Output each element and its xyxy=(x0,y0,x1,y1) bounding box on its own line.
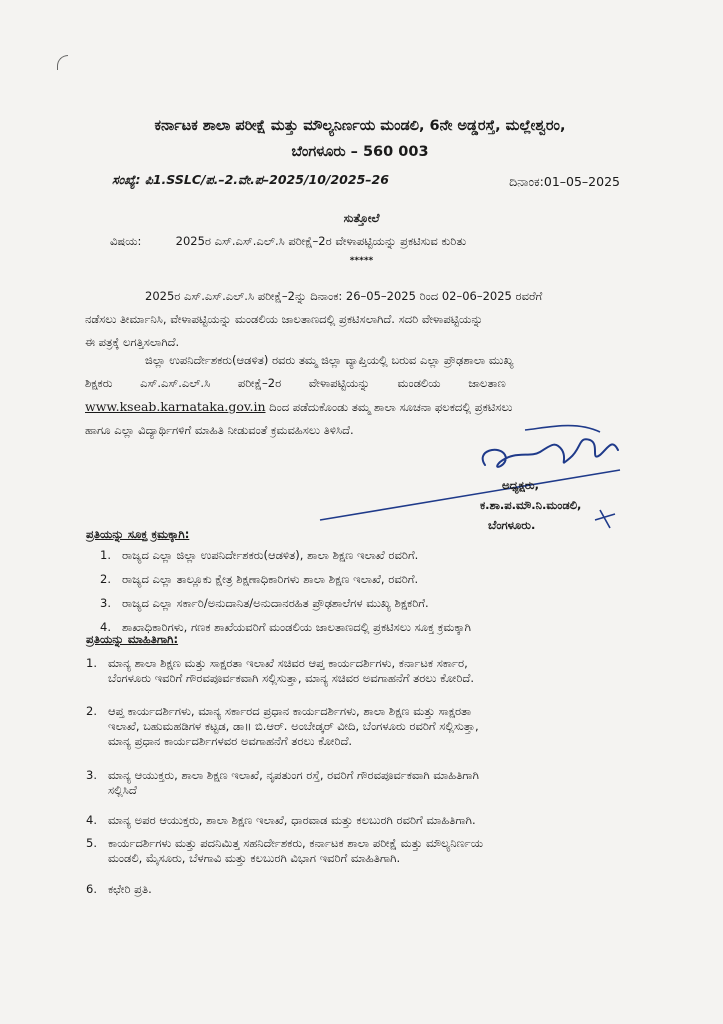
list-text: ಕಛೇರಿ ಪ್ರತಿ. xyxy=(108,882,152,896)
signature-image xyxy=(300,410,640,530)
board-header-line1: ಕರ್ನಾಟಕ ಶಾಲಾ ಪರೀಕ್ಷೆ ಮತ್ತು ಮೌಲ್ಯನಿರ್ಣಯ ಮಂಡಲಿ, 6ನೇ ಅಡ್ಡರಸ್ತೆ, ಮಲ್ಲೇಶ್ವರಂ, xyxy=(154,118,566,134)
list-text: ಮಂಡಲಿ, ಮೈಸೂರು, ಬೆಳಗಾವಿ ಮತ್ತು ಕಲಬುರಗಿ ವಿಭಾಗ ಇವರಿಗೆ ಮಾಹಿತಿಗಾಗಿ. xyxy=(108,851,401,865)
circular-date: ದಿನಾಂಕ:01–05–2025 xyxy=(509,174,620,189)
list-number: 4. xyxy=(100,620,111,634)
list-text: ಮಾನ್ಯ ಅಪರ ಆಯುಕ್ತರು, ಶಾಲಾ ಶಿಕ್ಷಣ ಇಲಾಖೆ, ಧಾರವಾಡ ಮತ್ತು ಕಲಬುರಗಿ ರವರಿಗೆ ಮಾಹಿತಿಗಾಗಿ. xyxy=(108,813,476,827)
list-item xyxy=(86,813,476,828)
list-text: ಮಾನ್ಯ ಆಯುಕ್ತರು, ಶಾಲಾ ಶಿಕ್ಷಣ ಇಲಾಖೆ, ನೃಪತುಂಗ ರಸ್ತೆ, ರವರಿಗೆ ಗೌರವಪೂರ್ವಕವಾಗಿ ಮಾಹಿತಿಗಾಗಿ xyxy=(108,768,479,782)
list-text: ರಾಜ್ಯದ ಎಲ್ಲಾ ಜಿಲ್ಲಾ ಉಪನಿರ್ದೇಶಕರು(ಆಡಳಿತ), ಶಾಲಾ ಶಿಕ್ಷಣ ಇಲಾಖೆ ರವರಿಗೆ. xyxy=(122,548,419,562)
paragraph-2-line: ಜಿಲ್ಲಾ ಉಪನಿರ್ದೇಶಕರು(ಆಡಳಿತ) ರವರು ತಮ್ಮ ಜಿಲ್ಲಾ ವ್ಯಾಪ್ತಿಯಲ್ಲಿ ಬರುವ ಎಲ್ಲಾ ಪ್ರೌಢಶಾಲಾ ಮುಖ್ಯ xyxy=(145,353,514,367)
subject-line xyxy=(110,234,466,249)
paragraph-2-line: ಶಿಕ್ಷಕರು ಎಸ್.ಎಸ್.ಎಲ್.ಸಿ ಪರೀಕ್ಷೆ–2ರ ವೇಳಾಪಟ್ಟಿಯನ್ನು ಮಂಡಲಿಯ ಜಾಲತಾಣ xyxy=(85,376,506,390)
paragraph-1-line: 2025ರ ಎಸ್.ಎಸ್.ಎಲ್.ಸಿ ಪರೀಕ್ಷೆ–2ನ್ನು ದಿನಾಂಕ: 26–05–2025 ರಿಂದ 02–06–2025 ರವರೆಗೆ xyxy=(145,289,543,303)
signature-flourish xyxy=(525,426,600,432)
copy-info-heading: ಪ್ರತಿಯನ್ನು ಮಾಹಿತಿಗಾಗಿ: xyxy=(86,632,179,646)
list-number: 4. xyxy=(86,813,97,827)
signature-stroke xyxy=(483,439,618,467)
list-number: 5. xyxy=(86,836,97,850)
list-text: ಇಲಾಖೆ, ಬಹುಮಹಡಿಗಳ ಕಟ್ಟಡ, ಡಾ॥ ಬಿ.ಆರ್. ಅಂಬೇಡ್ಕರ್ ವೀದಿ, ಬೆಂಗಳೂರು ರವರಿಗೆ ಸಲ್ಲಿಸುತ್ತಾ, xyxy=(108,719,479,733)
list-text: ಬೆಂಗಳೂರು ಇವರಿಗೆ ಗೌರವಪೂರ್ವಕವಾಗಿ ಸಲ್ಲಿಸುತ್ತಾ, ಮಾನ್ಯ ಸಚಿವರ ಅವಗಾಹನೆಗೆ ತರಲು ಕೋರಿದೆ. xyxy=(108,671,474,685)
list-number: 6. xyxy=(86,882,97,896)
paragraph-1-line: ನಡೆಸಲು ತೀರ್ಮಾನಿಸಿ, ವೇಳಾಪಟ್ಟಿಯನ್ನು ಮಂಡಲಿಯ ಜಾಲತಾಣದಲ್ಲಿ ಪ್ರಕಟಿಸಲಾಗಿದೆ. ಸದರಿ ವೇಳಾಪಟ್ಟಿಯನ್ನು xyxy=(85,312,483,326)
list-number: 1. xyxy=(100,548,111,562)
subject-text: 2025ರ ಎಸ್.ಎಸ್.ಎಲ್.ಸಿ ಪರೀಕ್ಷೆ–2ರ ವೇಳಾಪಟ್ಟಿಯನ್ನು ಪ್ರಕಟಿಸುವ ಕುರಿತು xyxy=(175,234,467,248)
copy-action-heading: ಪ್ರತಿಯನ್ನು ಸೂಕ್ತ ಕ್ರಮಕ್ಕಾಗಿ: xyxy=(86,527,190,541)
list-number: 2. xyxy=(86,704,97,718)
list-number: 3. xyxy=(100,596,111,610)
signatory-city: ಬೆಂಗಳೂರು. xyxy=(488,518,536,532)
website-link[interactable]: www.kseab.karnataka.gov.in xyxy=(85,399,266,414)
list-item xyxy=(86,836,483,866)
list-text: ರಾಜ್ಯದ ಎಲ್ಲಾ ತಾಲ್ಲೂಕು ಕ್ಷೇತ್ರ ಶಿಕ್ಷಣಾಧಿಕಾರಿಗಳು ಶಾಲಾ ಶಿಕ್ಷಣ ಇಲಾಖೆ, ರವರಿಗೆ. xyxy=(122,572,419,586)
reference-number: ಸಂಖ್ಯೆ: ಪಿ1.SSLC/ಪ.–2.ವೇ.ಪ–2025/10/2025–26 xyxy=(112,172,389,187)
list-item xyxy=(86,704,479,749)
list-item xyxy=(100,548,418,563)
paragraph-1-line: ಈ ಪತ್ರಕ್ಕೆ ಲಗತ್ತಿಸಲಾಗಿದೆ. xyxy=(85,335,180,349)
list-text: ಮಾನ್ಯ ಶಾಲಾ ಶಿಕ್ಷಣ ಮತ್ತು ಸಾಕ್ಷರತಾ ಇಲಾಖೆ ಸಚಿವರ ಆಪ್ತ ಕಾರ್ಯದರ್ಶಿಗಳು, ಕರ್ನಾಟಕ ಸರ್ಕಾರ, xyxy=(108,656,468,670)
paragraph-2-text: ದಿಂದ ಪಡೆದುಕೊಂಡು ತಮ್ಮ ಶಾಲಾ ಸೂಚನಾ ಫಲಕದಲ್ಲಿ ಪ್ರಕಟಿಸಲು xyxy=(265,400,513,414)
list-item xyxy=(100,572,418,587)
board-header-line2: ಬೆಂಗಳೂರು – 560 003 xyxy=(291,144,429,160)
list-number: 3. xyxy=(86,768,97,782)
list-number: 1. xyxy=(86,656,97,670)
punch-hole-mark xyxy=(57,55,68,70)
list-item xyxy=(86,656,474,686)
signatory-title: ಅಧ್ಯಕ್ಷರು, xyxy=(502,478,539,492)
paragraph-2-line: ಹಾಗೂ ಎಲ್ಲಾ ವಿದ್ಯಾರ್ಥಿಗಳಿಗೆ ಮಾಹಿತಿ ನೀಡುವಂತೆ ಕ್ರಮವಹಿಸಲು ತಿಳಿಸಿದೆ. xyxy=(85,423,354,437)
list-item xyxy=(100,596,429,611)
paragraph-1 xyxy=(85,285,639,354)
list-number: 2. xyxy=(100,572,111,586)
circular-title: ಸುತ್ತೋಲೆ xyxy=(343,211,380,225)
separator-stars: ***** xyxy=(349,256,374,266)
list-text: ಆಪ್ತ ಕಾರ್ಯದರ್ಶಿಗಳು, ಮಾನ್ಯ ಸರ್ಕಾರದ ಪ್ರಧಾನ ಕಾರ್ಯದರ್ಶಿಗಳು, ಶಾಲಾ ಶಿಕ್ಷಣ ಮತ್ತು ಸಾಕ್ಷರತಾ xyxy=(108,704,472,718)
list-item xyxy=(86,882,152,897)
initial-mark xyxy=(595,510,615,528)
list-text: ಸಲ್ಲಿಸಿದೆ xyxy=(108,783,137,797)
list-text: ಕಾರ್ಯದರ್ಶಿಗಳು ಮತ್ತು ಪದನಿಮಿತ್ತ ಸಹನಿರ್ದೇಶಕರು, ಕರ್ನಾಟಕ ಶಾಲಾ ಪರೀಕ್ಷೆ ಮತ್ತು ಮೌಲ್ಯನಿರ್ಣಯ xyxy=(108,836,484,850)
list-text: ರಾಜ್ಯದ ಎಲ್ಲಾ ಸರ್ಕಾರಿ/ಅನುದಾನಿತ/ಅನುದಾನರಹಿತ ಪ್ರೌಢಶಾಲೆಗಳ ಮುಖ್ಯ ಶಿಕ್ಷಕರಿಗೆ. xyxy=(122,596,429,610)
list-text: ಶಾಖಾಧಿಕಾರಿಗಳು, ಗಣಕ ಶಾಖೆಯವರಿಗೆ ಮಂಡಲಿಯ ಜಾಲತಾಣದಲ್ಲಿ ಪ್ರಕಟಿಸಲು ಸೂಕ್ತ ಕ್ರಮಕ್ಕಾಗಿ xyxy=(122,620,471,634)
signatory-block xyxy=(480,475,581,535)
signatory-org: ಕ.ಶಾ.ಪ.ಮೌ.ನಿ.ಮಂಡಲಿ, xyxy=(480,498,582,512)
list-item xyxy=(86,768,479,798)
list-text: ಮಾನ್ಯ ಪ್ರಧಾನ ಕಾರ್ಯದರ್ಶಿಗಳವರ ಅವಗಾಹನೆಗೆ ತರಲು ಕೋರಿದೆ. xyxy=(108,734,353,748)
subject-label: ವಿಷಯ: xyxy=(110,234,142,248)
